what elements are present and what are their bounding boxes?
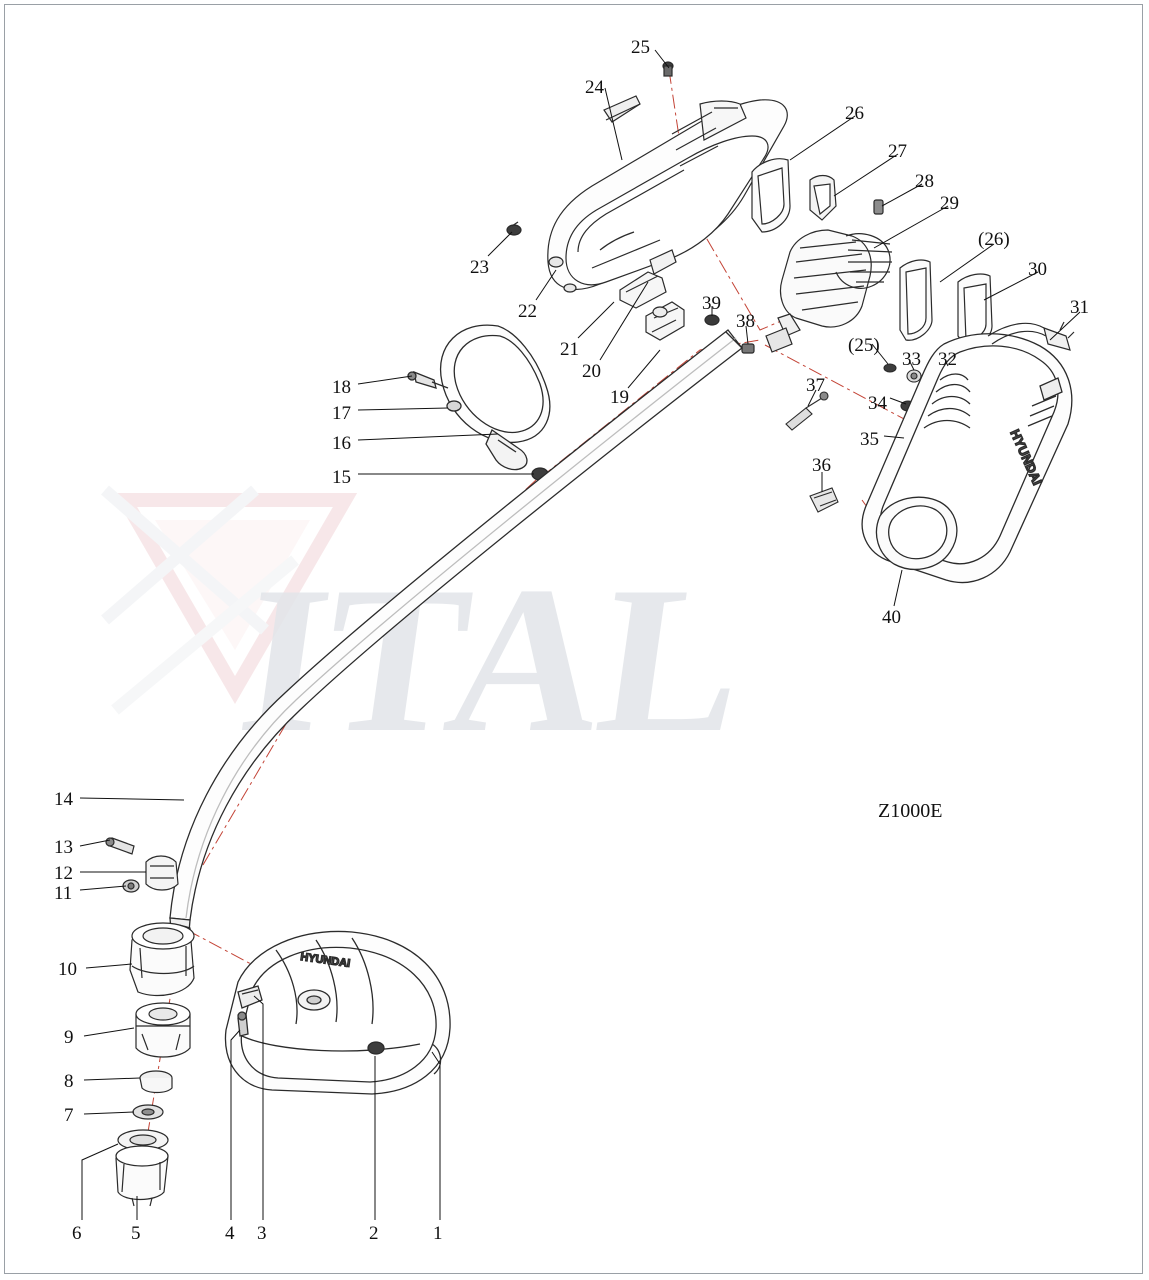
callout-label-12: 12 [54,863,73,884]
callout-label-21: 21 [560,339,579,360]
callout-label-27: 27 [888,141,907,162]
callout-label-4: 4 [225,1223,235,1244]
model-label: Z1000E [878,800,943,822]
brand-text-guard: HYUNDAI [299,951,351,970]
callout-label-23: 23 [470,257,489,278]
callout-label-35: 35 [860,429,879,450]
callout-label-40: 40 [882,607,901,628]
callout-label-29: 29 [940,193,959,214]
callout-label-14: 14 [54,789,73,810]
brand-text-housing: HYUNDAI [1007,427,1046,488]
callout-label-19: 19 [610,387,629,408]
callout-label-1: 1 [433,1223,443,1244]
callout-label-37: 37 [806,375,825,396]
callout-label-2: 2 [369,1223,379,1244]
callout-label-39: 39 [702,293,721,314]
callout-label-5: 5 [131,1223,141,1244]
callout-label-8: 8 [64,1071,74,1092]
callout-label-38: 38 [736,311,755,332]
shaft-tube [170,330,742,944]
callout-label-9: 9 [64,1027,74,1048]
shaft-clamp [106,838,178,892]
callout-label-11: 11 [54,883,73,904]
callout-label-3: 3 [257,1223,267,1244]
callout-label-34: 34 [868,393,887,414]
callout-label-6: 6 [72,1223,82,1244]
callout-label-18: 18 [332,377,351,398]
safety-guard [225,931,450,1094]
callout-label-17: 17 [332,403,351,424]
callout-label-22: 22 [518,301,537,322]
callout-label-30: 30 [1028,259,1047,280]
callout-label-13: 13 [54,837,73,858]
callout-label-16: 16 [332,433,351,454]
callout-label-28: 28 [915,171,934,192]
callout-label-25: 25 [631,37,650,58]
callout-label-24: 24 [585,77,604,98]
callout-label-36: 36 [812,455,831,476]
callout-label-31: 31 [1070,297,1089,318]
callout-label-26: 26 [845,103,864,124]
loop-handle [408,325,550,480]
callout-label-10: 10 [58,959,77,980]
callout-label-25-alt: (25) [848,335,880,356]
callout-label-7: 7 [64,1105,74,1126]
callout-label-20: 20 [582,361,601,382]
callout-label-26-alt: (26) [978,229,1010,250]
callout-label-15: 15 [332,467,351,488]
callout-label-33: 33 [902,349,921,370]
cutting-head-stack [116,923,194,1206]
watermark-text: ITAL [228,542,760,776]
callout-label-32: 32 [938,349,957,370]
